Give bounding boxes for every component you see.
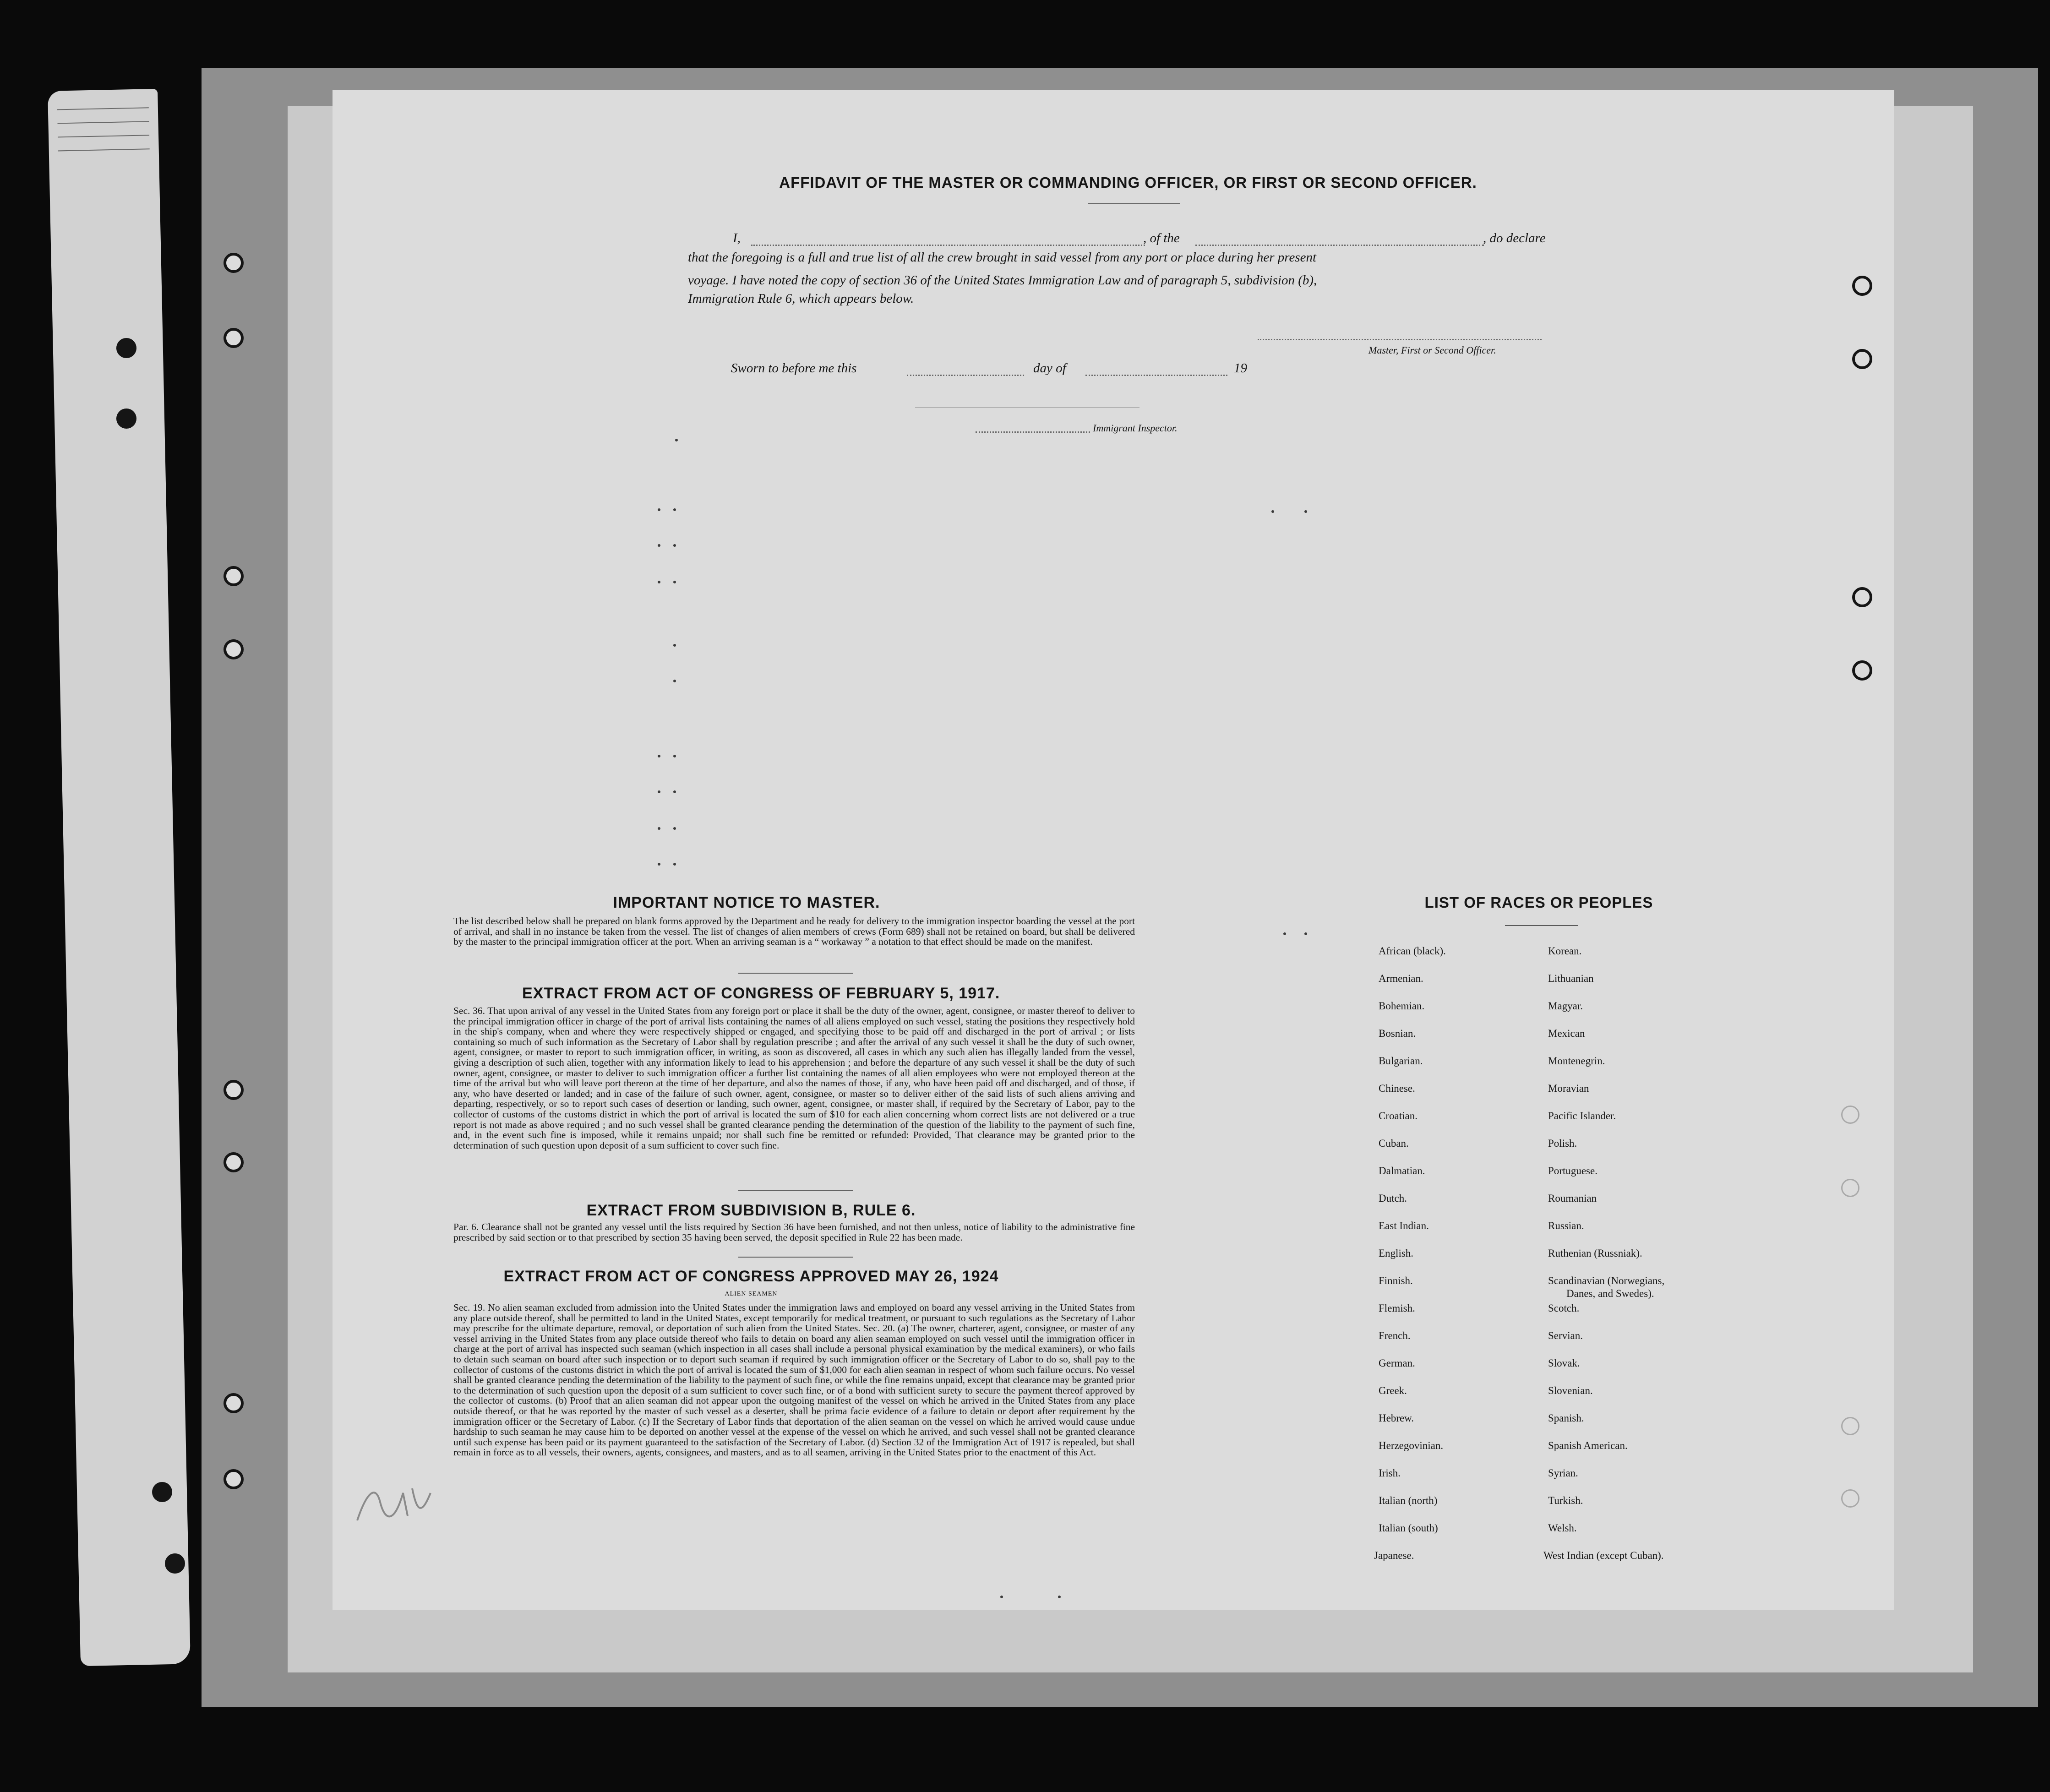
punch-hole: [224, 1080, 244, 1100]
race-right-item: Lithuanian: [1548, 973, 1594, 984]
year-prefix: 19: [1234, 361, 1247, 376]
punch-hole: [224, 253, 244, 273]
punch-hole: [1841, 1179, 1859, 1197]
rule6-text: Par. 6. Clearance shall not be granted any vessel until the lists required by Section 36 have been furnished, and not then unless, notice of liability to the administrative fine prescribed by said section or to that prescribed by section 35 having been served, the deposit specified in Rule 22 has been made.: [453, 1221, 1135, 1243]
race-left-item: Chinese.: [1379, 1083, 1415, 1094]
affidavit-i: I,: [733, 231, 741, 245]
master-caption: Master, First or Second Officer.: [1368, 344, 1496, 356]
race-right-item: Ruthenian (Russniak).: [1548, 1247, 1642, 1259]
punch-hole: [1841, 1106, 1859, 1124]
master-name-line: [751, 245, 1145, 246]
punch-hole: [1852, 587, 1872, 607]
race-left-item: Bosnian.: [1379, 1028, 1416, 1039]
race-right-item: Turkish.: [1548, 1495, 1583, 1506]
race-right-item: Scotch.: [1548, 1302, 1580, 1314]
race-right-item: Spanish American.: [1548, 1440, 1628, 1451]
races-rule: [1505, 925, 1578, 926]
day-of-text: day of: [1033, 361, 1066, 376]
race-left-item: Irish.: [1379, 1467, 1401, 1479]
race-right-item: Spanish.: [1548, 1412, 1584, 1424]
race-right-item: Magyar.: [1548, 1000, 1583, 1012]
affidavit-line-2: that the foregoing is a full and true list of all the crew brought in said vessel from any port or place during her present: [688, 250, 1317, 265]
race-left-item: Bulgarian.: [1379, 1055, 1423, 1067]
race-right-item: Russian.: [1548, 1220, 1584, 1231]
extract-1924-title: EXTRACT FROM ACT OF CONGRESS APPROVED MAY 26, 1924: [503, 1268, 999, 1285]
race-left-item: Greek.: [1379, 1385, 1407, 1396]
race-right-item: Montenegrin.: [1548, 1055, 1605, 1067]
race-left-item: Cuban.: [1379, 1138, 1409, 1149]
bound-sheets-edge: [48, 89, 191, 1666]
punch-hole: [116, 409, 136, 429]
race-right-item: Mexican: [1548, 1028, 1585, 1039]
race-right-item: Slovenian.: [1548, 1385, 1593, 1396]
race-left-item: French.: [1379, 1330, 1411, 1341]
punch-hole: [1841, 1417, 1859, 1435]
race-right-continuation: Danes, and Swedes).: [1566, 1288, 1654, 1299]
month-line: [1085, 375, 1227, 376]
punch-hole: [1852, 660, 1872, 681]
extract-1917-title: EXTRACT FROM ACT OF CONGRESS OF FEBRUARY 5, 1917.: [522, 985, 1000, 1002]
inspector-caption: Immigrant Inspector.: [1093, 422, 1178, 434]
punch-hole: [165, 1553, 185, 1574]
notice-title: IMPORTANT NOTICE TO MASTER.: [613, 894, 880, 911]
race-left-item: Armenian.: [1379, 973, 1423, 984]
race-left-item: Bohemian.: [1379, 1000, 1425, 1012]
punch-hole: [224, 1469, 244, 1489]
race-right-item: Moravian: [1548, 1083, 1589, 1094]
race-left-item: Flemish.: [1379, 1302, 1415, 1314]
extract-1917-text: Sec. 36. That upon arrival of any vessel in the United States from any foreign port or place it shall be the duty of the owner, agent, consignee, or master thereof to deliver to the principal immigration officer in charge of the port of arrival lists containing the names of all aliens employed on such vessel, stating the positions they respectively hold in the ship's company, when and where they were respectively shipped or engaged, and specifying those to be paid off and discharged in the port of arrival ; or lists containing so much of such information as the Secretary of Labor shall by regulation prescribe ; and after the arrival of any such vessel it shall be the duty of such owner, agent, consignee, or master to report to such immigration officer, in writing, as soon as discovered, all cases in which any such alien has illegally landed from the vessel, giving a description of such alien, together with any information likely to lead to his apprehension ; and before the departure of any such vessel it shall be the duty of such owner, agent, consignee, or master to deliver to such immigration officer a further list containing the names of all alien employees who were not employed thereon at the time of the arrival but who will leave port thereon at the time of her departure, and also the names of those, if any, who have been paid off and discharged, and of those, if any, who have deserted or landed; and in case of the failure of such owner, agent, consignee, or master so to deliver either of the said lists of such aliens arriving and departing, respectively, or so to report such cases of desertion or landing, such owner, agent, consignee, or master shall, if required by the Secretary of Labor, pay to the collector of customs of the customs district in which the port of arrival is located the sum of $10 for each alien concerning whom correct lists are not delivered or a true report is not made as above required ; and no such vessel shall be granted clearance pending the determination of the question of the liability to the payment of such fine, and, in the event such fine is imposed, while it remains unpaid; nor shall such fine be remitted or refunded: Provided, That clearance may be granted prior to the determination of such question upon deposit of a sum sufficient to cover such fine.: [453, 1005, 1135, 1151]
affidavit-line-3: voyage. I have noted the copy of section 36 of the United States Immigration Law and of paragraph 5, subdivision (b),: [688, 273, 1317, 288]
race-left-item: Italian (north): [1379, 1495, 1438, 1506]
races-title: LIST OF RACES OR PEOPLES: [1424, 894, 1653, 911]
rule6-rule: [738, 1257, 853, 1258]
race-right-item: Korean.: [1548, 945, 1582, 957]
punch-hole: [1852, 276, 1872, 296]
punch-hole: [1852, 349, 1872, 369]
race-left-item: German.: [1379, 1357, 1415, 1369]
punch-hole: [224, 1152, 244, 1172]
extract-1917-rule: [738, 1190, 853, 1191]
race-right-item: Slovak.: [1548, 1357, 1580, 1369]
race-left-item: Hebrew.: [1379, 1412, 1414, 1424]
day-line: [907, 375, 1024, 376]
race-left-item: Japanese.: [1374, 1550, 1414, 1561]
race-right-item: Pacific Islander.: [1548, 1110, 1616, 1122]
race-right-item: Welsh.: [1548, 1522, 1577, 1534]
race-right-item: Scandinavian (Norwegians,: [1548, 1275, 1665, 1286]
extract-1924-text: Sec. 19. No alien seaman excluded from admission into the United States under the immigration laws and employed on board any vessel arriving in the United States from any place outside thereof, shall be permitted to land in the United States, except temporarily for medical treatment, or pursuant to such regulations as the Secretary of Labor may prescribe for the ultimate departure, removal, or deportation of such alien from the United States. Sec. 20. (a) The owner, charterer, agent, consignee, or master of any vessel arriving in the United States from any place outside thereof who fails to detain on board any alien seaman employed on such vessel until the immigration officer in charge at the port of arrival has inspected such seaman (which inspection in all cases shall include a personal physical examination by the medical examiners), or who fails to detain such seaman on board after such inspection or to deport such seaman if required by such immigration officer or the Secretary of Labor to do so, shall pay to the collector of customs of the customs district in which the port of arrival is located the sum of $1,000 for each alien seaman in respect of whom such failure occurs. No vessel shall be granted clearance pending the determination of the liability to the payment of such fine, or while the fine remains unpaid, except that clearance may be granted prior to the determination of such question upon the deposit of a sum sufficient to cover such fine, or of a bond with sufficient surety to secure the payment thereof approved by the collector of customs. (b) Proof that an alien seaman did not appear upon the outgoing manifest of the vessel on which he arrived in the United States from any place outside thereof, or that he was reported by the master of such vessel as a deserter, shall be prima facie evidence of a failure to detain or deport after requirement by the immigration officer or the Secretary of Labor. (c) If the Secretary of Labor finds that deportation of the alien seaman on the vessel on which he arrived would cause undue hardship to such seaman he may cause him to be deported on another vessel at the expense of the vessel on which he arrived, and such vessel shall not be granted clearance until such expense has been paid or its payment guaranteed to the satisfaction of the Secretary of Labor. (d) Section 32 of the Immigration Act of 1917 is repealed, but shall remain in force as to all vessels, their owners, agents, consignees, and masters, and as to all seamen, arriving in the United States prior to the enactment of this Act.: [453, 1302, 1135, 1458]
title-rule: [1088, 203, 1180, 204]
affidavit-of-the: , of the: [1143, 231, 1180, 245]
race-left-item: Herzegovinian.: [1379, 1440, 1444, 1451]
pencil-mark: [353, 1475, 435, 1534]
notice-text: The list described below shall be prepared on blank forms approved by the Department and be ready for delivery to the immigration inspector boarding the vessel at the port of arrival, and shall in no instance be taken from the vessel. The list of changes of alien members of crews (Form 689) shall not be retained on board, but shall be delivered by the master to the principal immigration officer at the port. When an arriving seaman is a “ workaway ” a notation to that effect should be made on the manifest.: [453, 915, 1135, 948]
inspector-signature-line: [976, 431, 1090, 433]
race-right-item: Syrian.: [1548, 1467, 1578, 1479]
punch-hole: [224, 566, 244, 586]
vessel-name-line: [1195, 245, 1484, 246]
rule6-title: EXTRACT FROM SUBDIVISION B, RULE 6.: [586, 1202, 916, 1219]
extract-1924-subtitle: ALIEN SEAMEN: [725, 1291, 778, 1297]
race-right-item: Servian.: [1548, 1330, 1583, 1341]
master-signature-line: [1258, 339, 1542, 340]
race-left-item: Finnish.: [1379, 1275, 1413, 1286]
race-left-item: East Indian.: [1379, 1220, 1429, 1231]
race-right-item: Roumanian: [1548, 1193, 1597, 1204]
punch-hole: [224, 328, 244, 348]
affidavit-line-4: Immigration Rule 6, which appears below.: [688, 291, 914, 306]
notice-rule: [738, 973, 853, 974]
race-left-item: Croatian.: [1379, 1110, 1418, 1122]
sworn-text: Sworn to before me this: [731, 361, 857, 376]
punch-hole: [224, 639, 244, 659]
race-left-item: English.: [1379, 1247, 1414, 1259]
punch-hole: [1841, 1489, 1859, 1508]
punch-hole: [152, 1482, 172, 1502]
affidavit-declare: , do declare: [1483, 231, 1546, 245]
affidavit-title: AFFIDAVIT OF THE MASTER OR COMMANDING OFFICER, OR FIRST OR SECOND OFFICER.: [779, 174, 1477, 191]
race-right-item: West Indian (except Cuban).: [1543, 1550, 1664, 1561]
race-left-item: Italian (south): [1379, 1522, 1438, 1534]
race-left-item: Dalmatian.: [1379, 1165, 1425, 1177]
race-right-item: Polish.: [1548, 1138, 1577, 1149]
race-right-item: Portuguese.: [1548, 1165, 1597, 1177]
punch-hole: [116, 338, 136, 358]
punch-hole: [224, 1393, 244, 1413]
race-left-item: Dutch.: [1379, 1193, 1407, 1204]
race-left-item: African (black).: [1379, 945, 1446, 957]
